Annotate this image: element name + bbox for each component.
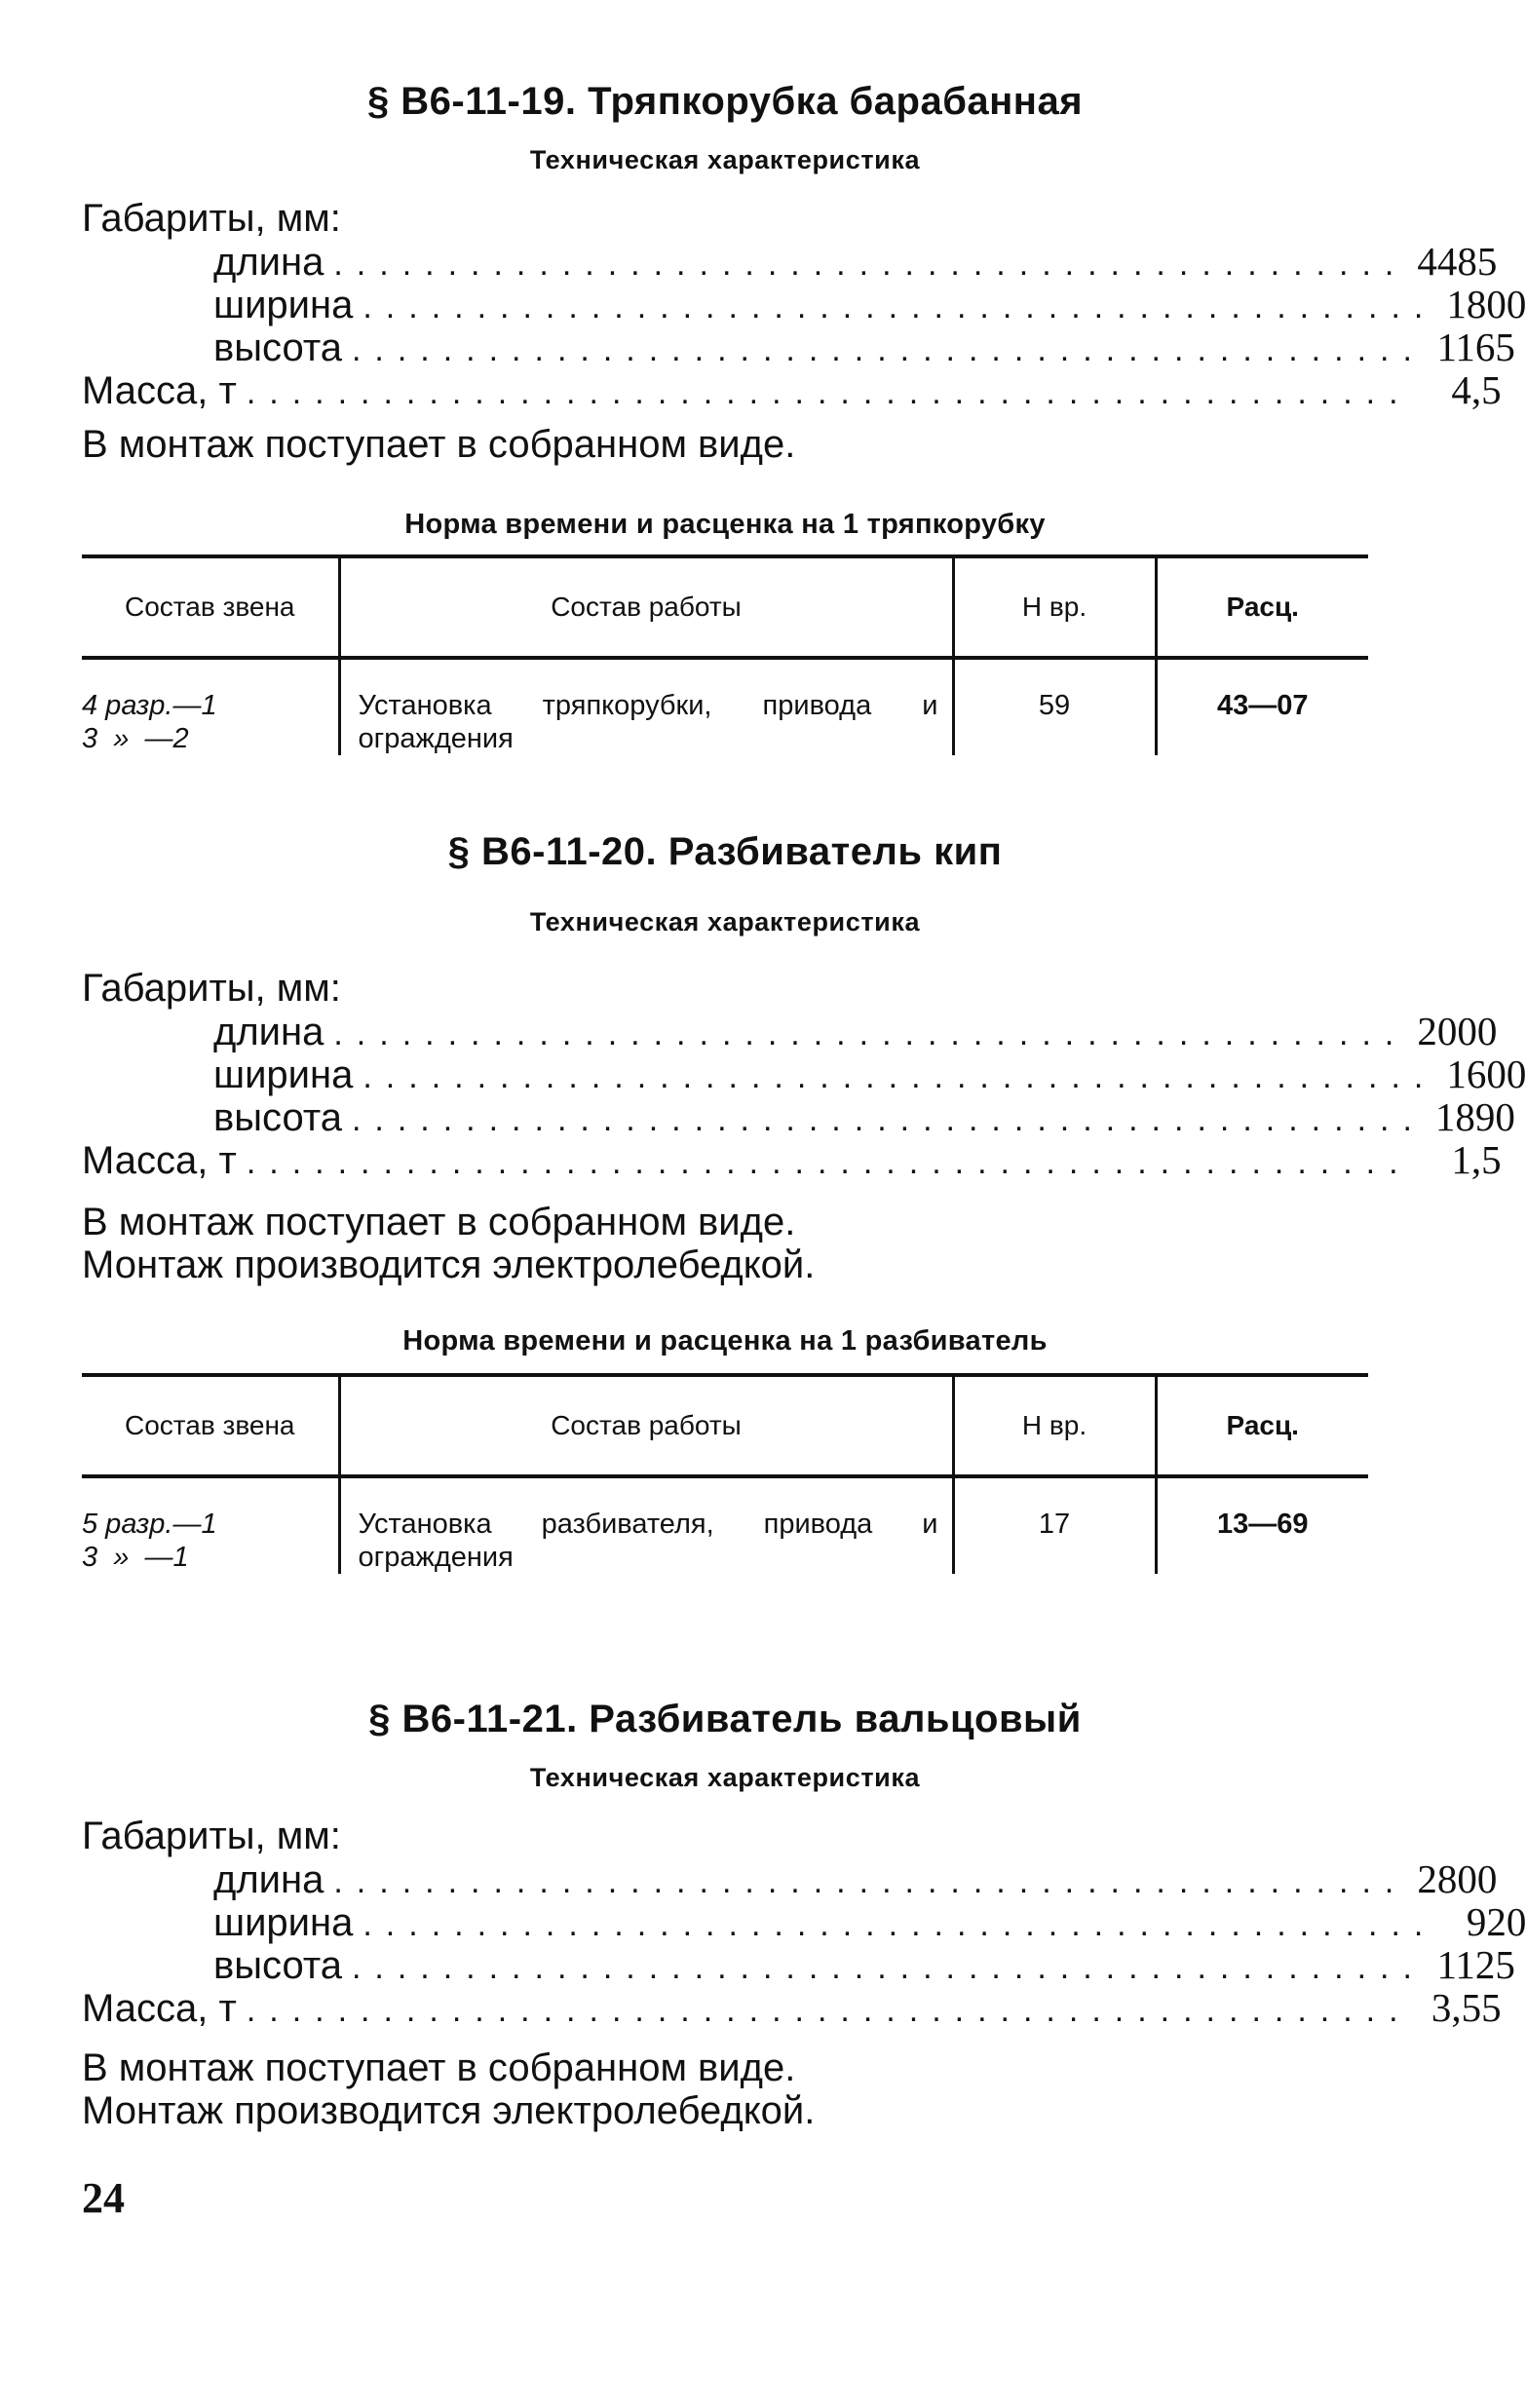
spec-block — [82, 1815, 1526, 2030]
hours-cell: 59 — [953, 658, 1156, 755]
work-cell: Установка тряпкорубки, привода и ограждения — [339, 658, 953, 755]
spec-block — [82, 197, 1526, 412]
section-v6-11-20 — [82, 830, 1526, 1574]
header-hours: Н вр. — [953, 556, 1156, 658]
spec-value: 1890 — [1434, 1094, 1515, 1139]
table-row — [82, 1476, 1368, 1574]
table-header-row — [82, 1375, 1368, 1476]
crew-line: 5 разр.—1 — [82, 1509, 217, 1540]
spec-label: длина — [213, 1011, 324, 1053]
spec-label: длина — [213, 241, 324, 284]
leader-dots: ............................................... — [333, 246, 1408, 283]
norm-table — [82, 1373, 1368, 1574]
leader-dots: ............................................... — [362, 288, 1437, 325]
note: Монтаж производится электролебедкой. — [82, 2089, 816, 2132]
spec-block — [82, 967, 1526, 1182]
spec-label: ширина — [213, 284, 354, 326]
section-title: § В6-11-21. Разбиватель вальцовый — [368, 1698, 1082, 1740]
spec-value: 920 — [1466, 1899, 1526, 1944]
table-caption: Норма времени и расценка на 1 тряпкорубку — [404, 509, 1046, 540]
crew-cell — [82, 1476, 339, 1574]
crew-line: 3 » —2 — [82, 723, 189, 754]
section-title: § В6-11-19. Тряпкорубка барабанная — [366, 80, 1084, 123]
rate-cell: 43—07 — [1216, 690, 1309, 721]
spec-value: 1800 — [1446, 282, 1526, 326]
table-row — [82, 658, 1368, 755]
spec-value: 4485 — [1417, 239, 1498, 284]
spec-label: длина — [213, 1858, 324, 1901]
spec-value: 1,5 — [1451, 1137, 1502, 1182]
leader-dots: ............................................... — [362, 1058, 1437, 1095]
header-hours: Н вр. — [953, 1375, 1156, 1476]
spec-value: 2800 — [1417, 1856, 1498, 1901]
leader-dots: ............................................... — [333, 1015, 1408, 1052]
spec-row-height — [82, 1942, 1515, 1987]
crew-cell — [82, 658, 339, 755]
spec-label: Масса, т — [82, 369, 237, 412]
spec-row-width — [82, 282, 1526, 326]
section-subtitle: Техническая характеристика — [529, 145, 921, 174]
section-title: § В6-11-20. Разбиватель кип — [447, 830, 1003, 873]
spec-label: высота — [213, 1944, 342, 1987]
note: Монтаж производится электролебедкой. — [82, 1243, 816, 1286]
note: В монтаж поступает в собранном виде. — [82, 2046, 796, 2089]
leader-dots: ............................................... — [362, 1906, 1437, 1943]
leader-dots: ................................................... — [246, 1992, 1412, 2029]
section-subtitle: Техническая характеристика — [529, 907, 921, 936]
dims-label: Габариты, мм: — [82, 1815, 341, 1857]
norm-table — [82, 554, 1368, 755]
page-number: 24 — [82, 2174, 125, 2222]
header-crew: Состав звена — [82, 1375, 339, 1476]
rate-cell: 13—69 — [1216, 1509, 1309, 1540]
leader-dots: ............................................... — [351, 331, 1426, 368]
hours-cell: 17 — [953, 1476, 1156, 1574]
spec-label: ширина — [213, 1901, 354, 1944]
spec-row-length — [82, 1009, 1498, 1053]
header-work: Состав работы — [339, 556, 953, 658]
dims-label: Габариты, мм: — [82, 197, 341, 240]
spec-row-mass — [82, 367, 1502, 412]
spec-row-height — [82, 325, 1515, 369]
header-work: Состав работы — [339, 1375, 953, 1476]
leader-dots: ................................................... — [246, 374, 1412, 411]
spec-value: 1600 — [1446, 1051, 1526, 1096]
crew-line: 4 разр.—1 — [82, 690, 217, 721]
spec-value: 4,5 — [1451, 367, 1502, 412]
leader-dots: ............................................... — [333, 1863, 1408, 1900]
leader-dots: ............................................... — [351, 1101, 1426, 1138]
header-crew: Состав звена — [82, 556, 339, 658]
section-v6-11-21 — [82, 1698, 1526, 2132]
spec-value: 1125 — [1436, 1942, 1515, 1987]
spec-row-height — [82, 1094, 1515, 1139]
spec-row-mass — [82, 1137, 1502, 1182]
spec-label: ширина — [213, 1053, 354, 1096]
table-caption: Норма времени и расценка на 1 разбиватель — [402, 1325, 1048, 1357]
table-header-row — [82, 556, 1368, 658]
spec-label: высота — [213, 1096, 342, 1139]
spec-row-length — [82, 239, 1498, 284]
spec-row-width — [82, 1051, 1526, 1096]
dims-label: Габариты, мм: — [82, 967, 341, 1010]
spec-value: 2000 — [1417, 1009, 1498, 1053]
spec-label: Масса, т — [82, 1987, 237, 2030]
section-v6-11-19 — [82, 80, 1526, 755]
note: В монтаж поступает в собранном виде. — [82, 423, 796, 466]
spec-value: 3,55 — [1431, 1985, 1502, 2030]
header-rate: Расц. — [1156, 1375, 1368, 1476]
spec-label: высота — [213, 326, 342, 369]
note: В монтаж поступает в собранном виде. — [82, 1201, 796, 1243]
spec-row-width — [82, 1899, 1526, 1944]
header-rate: Расц. — [1156, 556, 1368, 658]
leader-dots: ............................................... — [351, 1949, 1426, 1986]
spec-label: Масса, т — [82, 1139, 237, 1182]
leader-dots: ................................................... — [246, 1144, 1412, 1181]
work-cell: Установка разбивателя, привода и ограждения — [339, 1476, 953, 1574]
crew-line: 3 » —1 — [82, 1542, 189, 1573]
spec-row-length — [82, 1856, 1498, 1901]
spec-row-mass — [82, 1985, 1502, 2030]
section-subtitle: Техническая характеристика — [529, 1763, 921, 1792]
spec-value: 1165 — [1436, 325, 1515, 369]
